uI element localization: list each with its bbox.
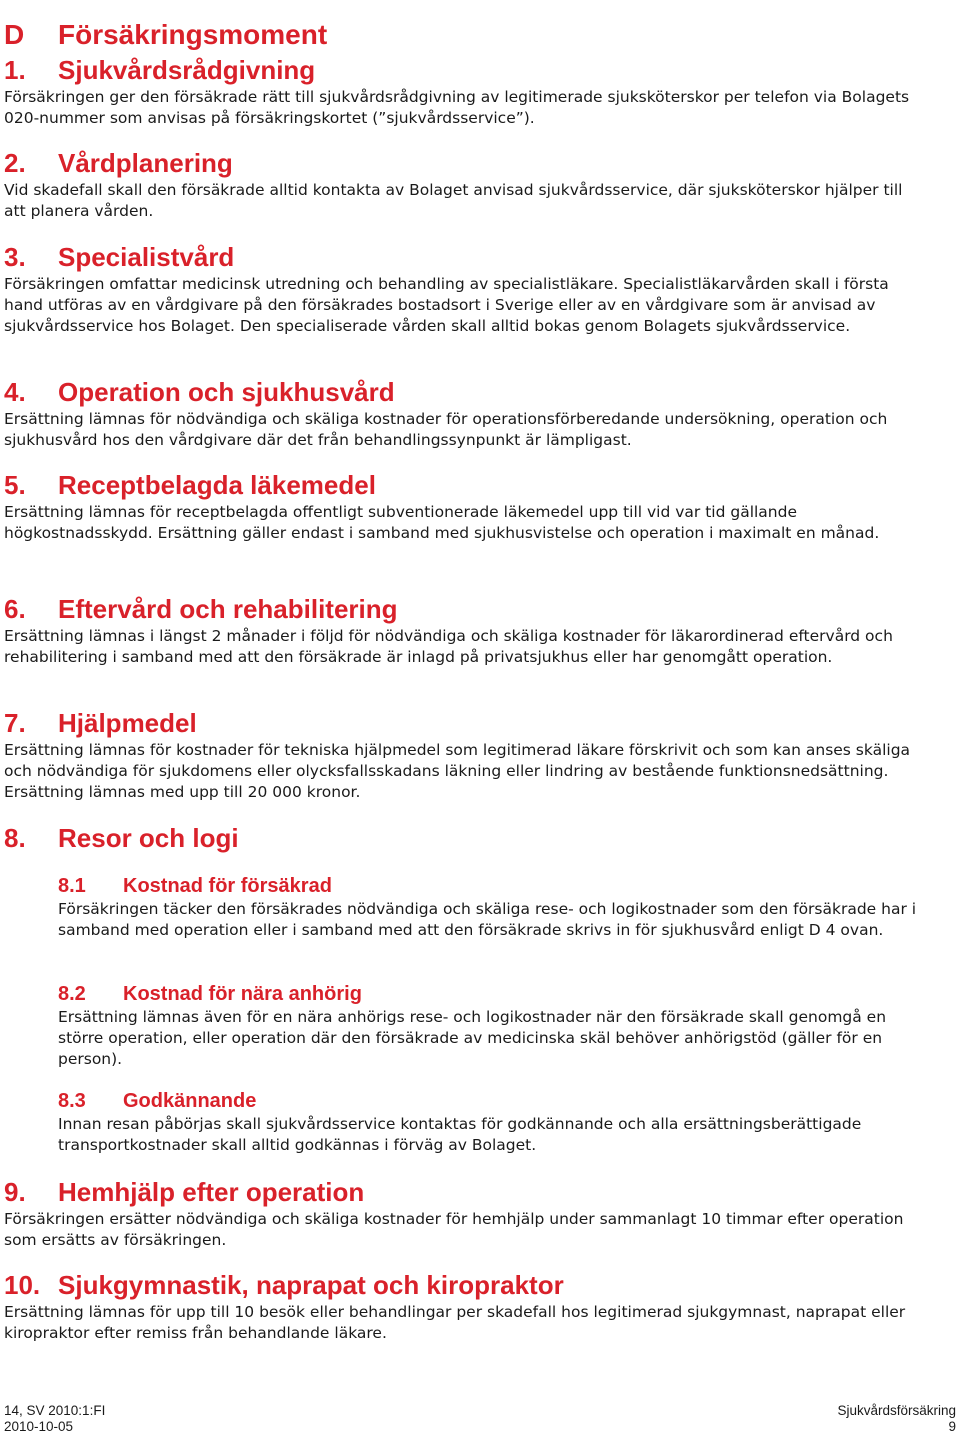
section-5 bbox=[4, 470, 914, 544]
section-title-text: Sjukgymnastik, naprapat och kiropraktor bbox=[58, 1270, 564, 1300]
subsection-title bbox=[58, 983, 918, 1006]
subsection-number: 8.1 bbox=[58, 875, 86, 897]
subsection-title-text: Kostnad för försäkrad bbox=[123, 875, 332, 897]
section-title-text: Sjukvårdsrådgivning bbox=[58, 55, 316, 85]
section-body: Försäkringen omfattar medicinsk utredning och behandling av specialistläkare. Specialistläkarvården skall i första hand utföras av en vårdgivare på den försäkrades bostadsort i Sverige eller av en vårdgivare som är anvisad av sjukvårdsservice hos Bolaget. Den specialiserade vården skall alltid bokas genom Bolagets sjukvårdsservice. bbox=[4, 275, 889, 335]
section-body: Försäkringen ersätter nödvändiga och skäliga kostnader för hemhjälp under sammanlagt 10 timmar efter operation som ersätts av försäkringen. bbox=[4, 1210, 904, 1249]
subsection-number: 8.3 bbox=[58, 1090, 86, 1112]
section-title-text: Resor och logi bbox=[58, 823, 239, 853]
subsection-title-text: Kostnad för nära anhörig bbox=[123, 983, 362, 1005]
section-number: 9. bbox=[4, 1177, 26, 1207]
subsection-title bbox=[58, 1090, 918, 1113]
section-number: 1. bbox=[4, 55, 26, 85]
section-title bbox=[4, 377, 914, 407]
section-7 bbox=[4, 708, 914, 802]
section-9 bbox=[4, 1177, 914, 1251]
section-body: Vid skadefall skall den försäkrade alltid kontakta av Bolaget anvisad sjukvårdsservice, där sjuksköterskor hjälper till att planera vården. bbox=[4, 181, 903, 220]
subsection-title bbox=[58, 875, 918, 898]
heading-letter: D bbox=[4, 18, 25, 50]
section-title bbox=[4, 242, 914, 272]
section-number: 10. bbox=[4, 1270, 41, 1300]
section-number: 2. bbox=[4, 148, 26, 178]
section-title bbox=[4, 708, 914, 738]
section-title-text: Specialistvård bbox=[58, 242, 235, 272]
section-title bbox=[4, 594, 914, 624]
section-6 bbox=[4, 594, 914, 668]
section-10 bbox=[4, 1270, 914, 1344]
section-8 bbox=[4, 823, 914, 855]
section-number: 4. bbox=[4, 377, 26, 407]
footer-left bbox=[4, 1403, 105, 1435]
footer-date: 2010-10-05 bbox=[4, 1419, 74, 1434]
section-body: Ersättning lämnas för nödvändiga och skäliga kostnader för operationsförberedande undersökning, operation och sjukhusvård hos den vårdgivare där det från behandlingssynpunkt är lämpligast. bbox=[4, 410, 888, 449]
section-body: Ersättning lämnas för upp till 10 besök eller behandlingar per skadefall hos legitimerad sjukgymnast, naprapat eller kiropraktor efter remiss från behandlande läkare. bbox=[4, 1303, 906, 1342]
page-heading bbox=[4, 19, 327, 51]
subsection-number: 8.2 bbox=[58, 983, 86, 1005]
section-number: 7. bbox=[4, 708, 26, 738]
section-2 bbox=[4, 148, 914, 222]
footer-product-name: Sjukvårdsförsäkring bbox=[837, 1403, 956, 1418]
section-number: 8. bbox=[4, 823, 26, 853]
section-title-text: Hjälpmedel bbox=[58, 708, 197, 738]
section-body: Ersättning lämnas för kostnader för tekniska hjälpmedel som legitimerad läkare förskrivit och som kan anses skäliga och nödvändiga för sjukdomens eller olycksfallsskadans läkning eller lindring av bestående funktionsnedsättning. Ersättning lämnas med upp till 20 000 kronor. bbox=[4, 741, 911, 801]
section-number: 3. bbox=[4, 242, 26, 272]
subsection-body: Innan resan påbörjas skall sjukvårdsservice kontaktas för godkännande och alla ersättningsberättigade transportkostnader skall alltid godkännas i förväg av Bolaget. bbox=[58, 1115, 862, 1154]
section-title-text: Operation och sjukhusvård bbox=[58, 377, 395, 407]
section-title-text: Eftervård och rehabilitering bbox=[58, 594, 398, 624]
subsection-8-3 bbox=[58, 1090, 918, 1156]
subsection-title-text: Godkännande bbox=[123, 1090, 257, 1112]
section-number: 5. bbox=[4, 470, 26, 500]
section-body: Ersättning lämnas för receptbelagda offentligt subventionerade läkemedel upp till vid var tid gällande högkostnadsskydd. Ersättning gäller endast i samband med sjukhusvistelse och operation i maximalt en månad. bbox=[4, 503, 880, 542]
section-number: 6. bbox=[4, 594, 26, 624]
section-title bbox=[4, 55, 914, 85]
subsection-8-1 bbox=[58, 875, 918, 941]
section-title bbox=[4, 470, 914, 500]
subsection-body: Försäkringen täcker den försäkrades nödvändiga och skäliga rese- och logikostnader som den försäkrade har i samband med operation eller i samband med att den försäkrade skrivs in för sjukhusvård enligt D 4 ovan. bbox=[58, 900, 917, 939]
footer-page-number: 9 bbox=[948, 1419, 956, 1434]
section-title bbox=[4, 148, 914, 178]
subsection-body: Ersättning lämnas även för en nära anhörigs rese- och logikostnader när den försäkrade skall genomgå en större operation, eller operation där den försäkrade av medicinska skäl behöver anhörigstöd (gäller för en person). bbox=[58, 1008, 887, 1068]
section-body: Försäkringen ger den försäkrade rätt till sjukvårdsrådgivning av legitimerade sjuksköterskor per telefon via Bolagets 020-nummer som anvisas på försäkringskortet (”sjukvårdsservice”). bbox=[4, 88, 910, 127]
section-title-text: Hemhjälp efter operation bbox=[58, 1177, 365, 1207]
section-title bbox=[4, 1270, 914, 1300]
section-body: Ersättning lämnas i längst 2 månader i följd för nödvändiga och skäliga kostnader för läkarordinerad eftervård och rehabilitering i samband med att den försäkrade är inlagd på privatsjukhus eller har genomgått operation. bbox=[4, 627, 893, 666]
subsection-8-2 bbox=[58, 983, 918, 1069]
section-4 bbox=[4, 377, 914, 451]
section-title bbox=[4, 823, 914, 853]
section-title-text: Receptbelagda läkemedel bbox=[58, 470, 376, 500]
section-title bbox=[4, 1177, 914, 1207]
footer-document-code: 14, SV 2010:1:FI bbox=[4, 1403, 106, 1418]
footer-right bbox=[837, 1403, 956, 1435]
section-title-text: Vårdplanering bbox=[58, 148, 233, 178]
heading-title: Försäkringsmoment bbox=[58, 18, 328, 50]
section-3 bbox=[4, 242, 914, 336]
section-1 bbox=[4, 55, 914, 129]
